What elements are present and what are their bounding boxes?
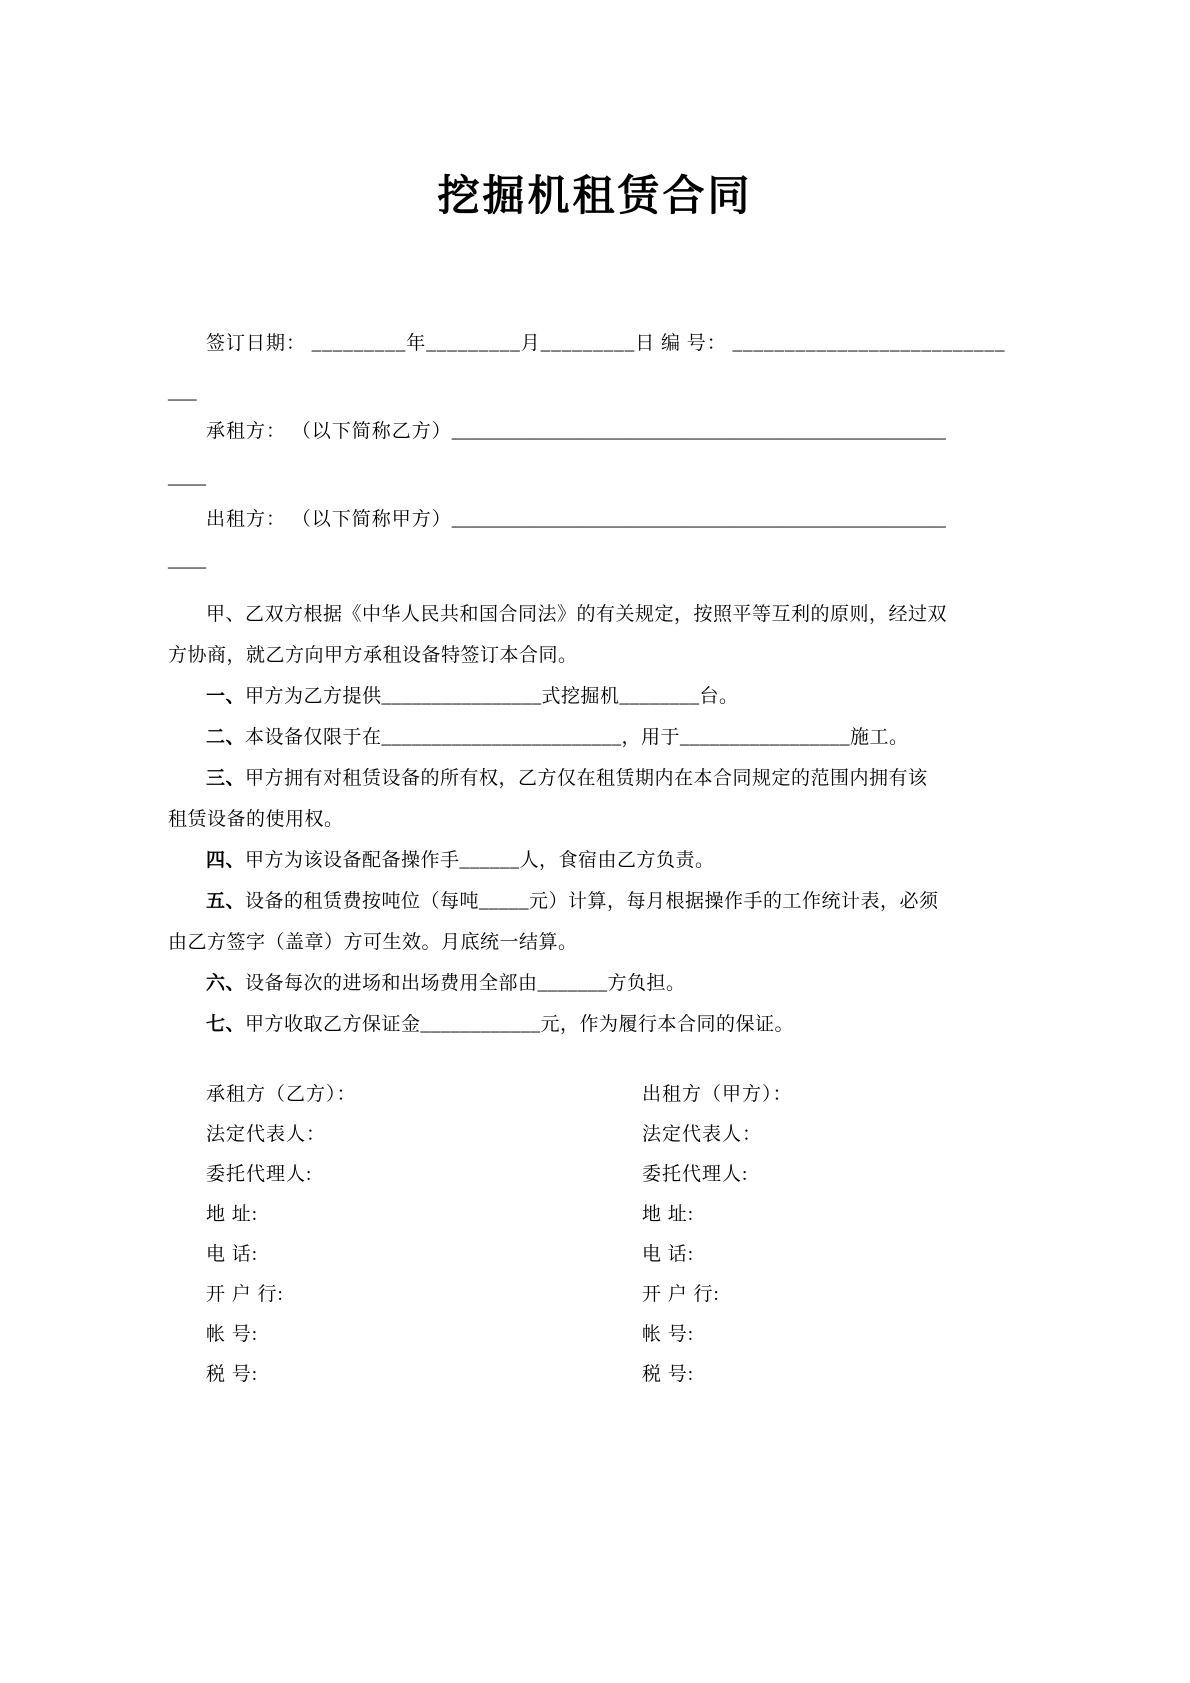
body-line xyxy=(168,799,978,840)
date-line: 签订日期： _________年_________月_________日 编 号： __________________________ xyxy=(206,333,1006,354)
body-line xyxy=(168,676,978,717)
signature-row xyxy=(168,1115,978,1155)
body-line xyxy=(168,594,978,635)
signature-label-lessee: 地 址: xyxy=(206,1204,259,1225)
party-label: 承租方： （以下简称乙方） xyxy=(206,421,452,442)
signature-label-lessor: 电 话: xyxy=(642,1244,695,1265)
body-line xyxy=(168,963,978,1004)
body-line xyxy=(168,1004,978,1045)
signature-label-lessor: 开 户 行: xyxy=(642,1284,720,1305)
signature-label-lessor: 地 址: xyxy=(642,1204,695,1225)
clause-number: 二、 xyxy=(206,727,246,748)
signature-label-lessor: 税 号: xyxy=(642,1364,695,1385)
clause-text: 本设备仅限于在________________________，用于_________________施工。 xyxy=(245,727,909,748)
clause-text: 甲方为乙方提供________________式挖掘机________台。 xyxy=(245,686,739,707)
signature-row xyxy=(168,1155,978,1195)
body-line xyxy=(168,881,978,922)
signature-label-lessee: 电 话: xyxy=(206,1244,259,1265)
clause-text: 甲方拥有对租赁设备的所有权，乙方仅在租赁期内在本合同规定的范围内拥有该 xyxy=(245,768,928,789)
signature-label-lessor: 出租方（甲方）： xyxy=(642,1084,793,1105)
body-line xyxy=(168,717,978,758)
signature-row xyxy=(168,1075,978,1115)
clause-text: 方协商，就乙方向甲方承租设备特签订本合同。 xyxy=(168,645,578,666)
clause-text: 甲方为该设备配备操作手______人，食宿由乙方负责。 xyxy=(245,850,715,871)
body-line xyxy=(168,922,978,963)
party-label: 出租方： （以下简称甲方） xyxy=(206,509,452,530)
signature-row xyxy=(168,1275,978,1315)
clause-number: 五、 xyxy=(206,891,246,912)
fill-in-blank: ____________________________________________________ xyxy=(451,421,946,442)
signature-row xyxy=(168,1355,978,1395)
body-line xyxy=(168,840,978,881)
clause-number: 一、 xyxy=(206,686,246,707)
signature-label-lessee: 委托代理人: xyxy=(206,1164,313,1185)
clause-text: 由乙方签字（盖章）方可生效。月底统一结算。 xyxy=(168,932,578,953)
signature-label-lessee: 税 号: xyxy=(206,1364,259,1385)
signature-block xyxy=(168,1075,978,1395)
signature-row xyxy=(168,1235,978,1275)
signature-label-lessor: 委托代理人: xyxy=(642,1164,749,1185)
fill-in-blank: ____________________________________________________ xyxy=(451,509,946,530)
signature-label-lessor: 法定代表人： xyxy=(642,1124,763,1145)
clause-number: 三、 xyxy=(206,768,246,789)
signature-label-lessee: 法定代表人： xyxy=(206,1124,327,1145)
clause-number: 六、 xyxy=(206,973,246,994)
party-lines xyxy=(168,414,978,538)
clause-text: 租赁设备的使用权。 xyxy=(168,809,344,830)
signature-row xyxy=(168,1315,978,1355)
signature-label-lessee: 帐 号: xyxy=(206,1324,259,1345)
party-line xyxy=(168,414,978,450)
contract-content xyxy=(168,326,1006,1395)
signature-label-lessee: 承租方（乙方）： xyxy=(206,1084,357,1105)
signature-row xyxy=(168,1195,978,1235)
signature-label-lessor: 帐 号: xyxy=(642,1324,695,1345)
signature-label-lessee: 开 户 行: xyxy=(206,1284,284,1305)
party-line xyxy=(168,502,978,538)
clause-number: 四、 xyxy=(206,850,246,871)
clause-number: 七、 xyxy=(206,1014,246,1035)
stray-underscore: ____ xyxy=(168,550,206,571)
clause-text: 设备每次的进场和出场费用全部由_______方负担。 xyxy=(245,973,686,994)
stray-underscore: ___ xyxy=(168,382,197,403)
clause-text: 甲方收取乙方保证金____________元，作为履行本合同的保证。 xyxy=(245,1014,795,1035)
contract-body xyxy=(168,594,978,1045)
clause-text: 甲、乙双方根据《中华人民共和国合同法》的有关规定，按照平等互利的原则，经过双 xyxy=(206,604,948,625)
body-line xyxy=(168,635,978,676)
body-line xyxy=(168,758,978,799)
stray-underscore: ____ xyxy=(168,467,206,488)
document-title: 挖掘机租赁合同 xyxy=(437,174,753,220)
clause-text: 设备的租赁费按吨位（每吨_____元）计算，每月根据操作手的工作统计表，必须 xyxy=(245,891,939,912)
